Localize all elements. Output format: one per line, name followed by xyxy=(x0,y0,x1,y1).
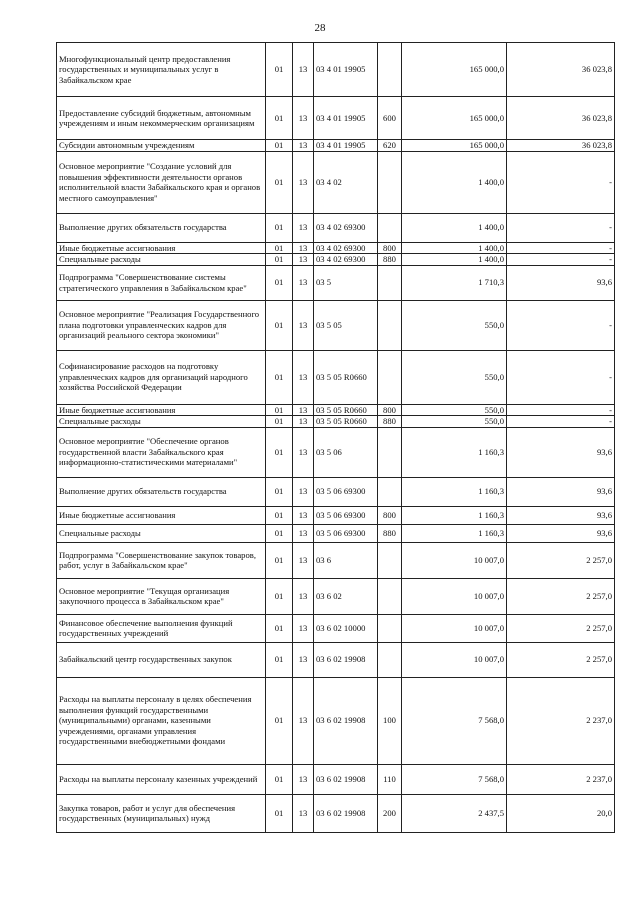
cell-cs: 03 6 02 19908 xyxy=(314,764,378,794)
cell-pr: 13 xyxy=(293,477,314,506)
cell-s1: 1 710,3 xyxy=(402,265,507,300)
cell-vr xyxy=(378,542,402,578)
cell-s2: - xyxy=(507,404,615,416)
cell-s2: - xyxy=(507,242,615,254)
cell-name: Финансовое обеспечение выполнения функций государственных учреждений xyxy=(57,614,266,642)
cell-name: Основное мероприятие "Создание условий для повышения эффективности деятельности органов исполнительной власти Забайкальского края и органов местного самоуправления" xyxy=(57,151,266,213)
cell-cs: 03 5 06 69300 xyxy=(314,506,378,524)
cell-s1: 165 000,0 xyxy=(402,97,507,140)
cell-vr: 800 xyxy=(378,404,402,416)
cell-s2: 2 257,0 xyxy=(507,614,615,642)
cell-cs: 03 6 xyxy=(314,542,378,578)
cell-rz: 01 xyxy=(266,265,293,300)
cell-cs: 03 6 02 19908 xyxy=(314,642,378,677)
cell-s1: 2 437,5 xyxy=(402,794,507,832)
cell-vr: 620 xyxy=(378,140,402,152)
cell-s2: - xyxy=(507,254,615,266)
cell-s2: 2 257,0 xyxy=(507,642,615,677)
cell-rz: 01 xyxy=(266,477,293,506)
table-row xyxy=(57,642,615,677)
cell-vr xyxy=(378,213,402,242)
cell-vr xyxy=(378,578,402,614)
cell-rz: 01 xyxy=(266,506,293,524)
cell-cs: 03 5 06 xyxy=(314,427,378,477)
cell-s1: 7 568,0 xyxy=(402,764,507,794)
cell-pr: 13 xyxy=(293,404,314,416)
cell-cs: 03 5 06 69300 xyxy=(314,477,378,506)
cell-s2: 2 257,0 xyxy=(507,578,615,614)
cell-pr: 13 xyxy=(293,151,314,213)
cell-s1: 1 400,0 xyxy=(402,242,507,254)
cell-pr: 13 xyxy=(293,213,314,242)
cell-pr: 13 xyxy=(293,416,314,428)
cell-cs: 03 6 02 19908 xyxy=(314,677,378,764)
cell-vr: 200 xyxy=(378,794,402,832)
table-row xyxy=(57,254,615,266)
cell-vr xyxy=(378,350,402,404)
cell-pr: 13 xyxy=(293,578,314,614)
cell-s2: 36 023,8 xyxy=(507,97,615,140)
cell-s1: 1 160,3 xyxy=(402,477,507,506)
cell-vr xyxy=(378,265,402,300)
cell-rz: 01 xyxy=(266,242,293,254)
cell-s2: 93,6 xyxy=(507,506,615,524)
cell-name: Субсидии автономным учреждениям xyxy=(57,140,266,152)
cell-cs: 03 5 05 R0660 xyxy=(314,350,378,404)
cell-cs: 03 4 02 69300 xyxy=(314,242,378,254)
table-row xyxy=(57,350,615,404)
cell-pr: 13 xyxy=(293,350,314,404)
table-row xyxy=(57,242,615,254)
cell-rz: 01 xyxy=(266,404,293,416)
cell-vr xyxy=(378,300,402,350)
cell-cs: 03 5 xyxy=(314,265,378,300)
cell-rz: 01 xyxy=(266,350,293,404)
cell-s2: 2 257,0 xyxy=(507,542,615,578)
table-row xyxy=(57,794,615,832)
cell-vr: 880 xyxy=(378,524,402,542)
cell-s1: 550,0 xyxy=(402,300,507,350)
table-row xyxy=(57,542,615,578)
cell-vr xyxy=(378,151,402,213)
cell-pr: 13 xyxy=(293,265,314,300)
cell-pr: 13 xyxy=(293,642,314,677)
cell-cs: 03 4 02 69300 xyxy=(314,254,378,266)
cell-name: Специальные расходы xyxy=(57,254,266,266)
cell-name: Основное мероприятие "Реализация Государственного плана подготовки управленческих кадров для организаций реального сектора экономики" xyxy=(57,300,266,350)
cell-rz: 01 xyxy=(266,542,293,578)
table-row xyxy=(57,140,615,152)
cell-vr xyxy=(378,43,402,97)
table-row xyxy=(57,300,615,350)
cell-s1: 1 160,3 xyxy=(402,427,507,477)
cell-vr: 600 xyxy=(378,97,402,140)
cell-s2: - xyxy=(507,213,615,242)
cell-name: Забайкальский центр государственных закупок xyxy=(57,642,266,677)
cell-pr: 13 xyxy=(293,677,314,764)
cell-name: Иные бюджетные ассигнования xyxy=(57,242,266,254)
cell-s1: 7 568,0 xyxy=(402,677,507,764)
cell-rz: 01 xyxy=(266,300,293,350)
cell-s2: 20,0 xyxy=(507,794,615,832)
cell-s1: 165 000,0 xyxy=(402,43,507,97)
cell-cs: 03 4 01 19905 xyxy=(314,43,378,97)
table-row xyxy=(57,213,615,242)
table-row xyxy=(57,404,615,416)
table-row xyxy=(57,477,615,506)
table-row xyxy=(57,97,615,140)
cell-vr xyxy=(378,614,402,642)
budget-table-body xyxy=(57,43,615,833)
cell-s1: 1 400,0 xyxy=(402,151,507,213)
cell-cs: 03 6 02 xyxy=(314,578,378,614)
cell-cs: 03 6 02 10000 xyxy=(314,614,378,642)
cell-name: Закупка товаров, работ и услуг для обеспечения государственных (муниципальных) нужд xyxy=(57,794,266,832)
cell-s2: - xyxy=(507,416,615,428)
cell-s1: 165 000,0 xyxy=(402,140,507,152)
cell-rz: 01 xyxy=(266,97,293,140)
cell-name: Выполнение других обязательств государства xyxy=(57,477,266,506)
cell-s1: 550,0 xyxy=(402,416,507,428)
cell-rz: 01 xyxy=(266,524,293,542)
cell-pr: 13 xyxy=(293,524,314,542)
cell-name: Иные бюджетные ассигнования xyxy=(57,506,266,524)
cell-s2: - xyxy=(507,300,615,350)
cell-vr: 880 xyxy=(378,416,402,428)
cell-rz: 01 xyxy=(266,151,293,213)
table-row xyxy=(57,578,615,614)
cell-s1: 10 007,0 xyxy=(402,614,507,642)
cell-name: Многофункциональный центр предоставления государственных и муниципальных услуг в Забайкальском крае xyxy=(57,43,266,97)
cell-name: Расходы на выплаты персоналу казенных учреждений xyxy=(57,764,266,794)
table-row xyxy=(57,506,615,524)
budget-table xyxy=(56,42,615,833)
cell-name: Иные бюджетные ассигнования xyxy=(57,404,266,416)
cell-s2: - xyxy=(507,350,615,404)
cell-pr: 13 xyxy=(293,300,314,350)
cell-name: Специальные расходы xyxy=(57,416,266,428)
cell-s1: 1 160,3 xyxy=(402,524,507,542)
cell-pr: 13 xyxy=(293,43,314,97)
cell-rz: 01 xyxy=(266,416,293,428)
cell-name: Предоставление субсидий бюджетным, автономным учреждениям и иным некоммерческим организациям xyxy=(57,97,266,140)
cell-name: Подпрограмма "Совершенствование закупок товаров, работ, услуг в Забайкальском крае" xyxy=(57,542,266,578)
cell-cs: 03 4 01 19905 xyxy=(314,140,378,152)
table-row xyxy=(57,614,615,642)
cell-rz: 01 xyxy=(266,764,293,794)
cell-s1: 1 400,0 xyxy=(402,213,507,242)
cell-s1: 10 007,0 xyxy=(402,642,507,677)
cell-rz: 01 xyxy=(266,794,293,832)
cell-vr: 110 xyxy=(378,764,402,794)
cell-vr: 800 xyxy=(378,242,402,254)
cell-cs: 03 5 06 69300 xyxy=(314,524,378,542)
table-row xyxy=(57,764,615,794)
cell-s2: 2 237,0 xyxy=(507,764,615,794)
cell-s2: 36 023,8 xyxy=(507,140,615,152)
cell-pr: 13 xyxy=(293,97,314,140)
table-row xyxy=(57,151,615,213)
cell-name: Софинансирование расходов на подготовку управленческих кадров для организаций народного хозяйства Российской Федерации xyxy=(57,350,266,404)
cell-rz: 01 xyxy=(266,140,293,152)
cell-vr: 880 xyxy=(378,254,402,266)
cell-pr: 13 xyxy=(293,764,314,794)
table-row xyxy=(57,427,615,477)
cell-rz: 01 xyxy=(266,254,293,266)
cell-rz: 01 xyxy=(266,427,293,477)
cell-s1: 550,0 xyxy=(402,404,507,416)
cell-cs: 03 4 01 19905 xyxy=(314,97,378,140)
cell-pr: 13 xyxy=(293,794,314,832)
cell-vr xyxy=(378,427,402,477)
cell-pr: 13 xyxy=(293,506,314,524)
cell-s2: 2 237,0 xyxy=(507,677,615,764)
cell-cs: 03 5 05 R0660 xyxy=(314,416,378,428)
cell-pr: 13 xyxy=(293,254,314,266)
cell-pr: 13 xyxy=(293,242,314,254)
cell-s1: 550,0 xyxy=(402,350,507,404)
page-number: 28 xyxy=(314,22,326,34)
cell-s2: 36 023,8 xyxy=(507,43,615,97)
table-row xyxy=(57,43,615,97)
cell-rz: 01 xyxy=(266,43,293,97)
table-row xyxy=(57,677,615,764)
cell-cs: 03 4 02 69300 xyxy=(314,213,378,242)
cell-name: Выполнение других обязательств государства xyxy=(57,213,266,242)
cell-cs: 03 4 02 xyxy=(314,151,378,213)
cell-rz: 01 xyxy=(266,578,293,614)
cell-vr xyxy=(378,642,402,677)
cell-name: Специальные расходы xyxy=(57,524,266,542)
cell-rz: 01 xyxy=(266,677,293,764)
cell-name: Подпрограмма "Совершенствование системы стратегического управления в Забайкальском крае" xyxy=(57,265,266,300)
cell-vr: 800 xyxy=(378,506,402,524)
cell-rz: 01 xyxy=(266,213,293,242)
cell-name: Расходы на выплаты персоналу в целях обеспечения выполнения функций государственными (муниципальными) органами, казенными учреждениями, органами управления государственными внебюджетными фондами xyxy=(57,677,266,764)
cell-s1: 1 160,3 xyxy=(402,506,507,524)
cell-s1: 1 400,0 xyxy=(402,254,507,266)
cell-pr: 13 xyxy=(293,427,314,477)
cell-cs: 03 6 02 19908 xyxy=(314,794,378,832)
cell-cs: 03 5 05 R0660 xyxy=(314,404,378,416)
cell-pr: 13 xyxy=(293,140,314,152)
cell-s2: - xyxy=(507,151,615,213)
cell-cs: 03 5 05 xyxy=(314,300,378,350)
cell-s2: 93,6 xyxy=(507,477,615,506)
cell-name: Основное мероприятие "Обеспечение органов государственной власти Забайкальского края информационно-статистическими материалами" xyxy=(57,427,266,477)
cell-rz: 01 xyxy=(266,642,293,677)
table-row xyxy=(57,416,615,428)
cell-s1: 10 007,0 xyxy=(402,542,507,578)
cell-vr xyxy=(378,477,402,506)
cell-pr: 13 xyxy=(293,614,314,642)
cell-s2: 93,6 xyxy=(507,427,615,477)
cell-s2: 93,6 xyxy=(507,524,615,542)
cell-s2: 93,6 xyxy=(507,265,615,300)
table-row xyxy=(57,265,615,300)
table-row xyxy=(57,524,615,542)
cell-s1: 10 007,0 xyxy=(402,578,507,614)
cell-vr: 100 xyxy=(378,677,402,764)
cell-pr: 13 xyxy=(293,542,314,578)
cell-rz: 01 xyxy=(266,614,293,642)
cell-name: Основное мероприятие "Текущая организация закупочного процесса в Забайкальском крае" xyxy=(57,578,266,614)
